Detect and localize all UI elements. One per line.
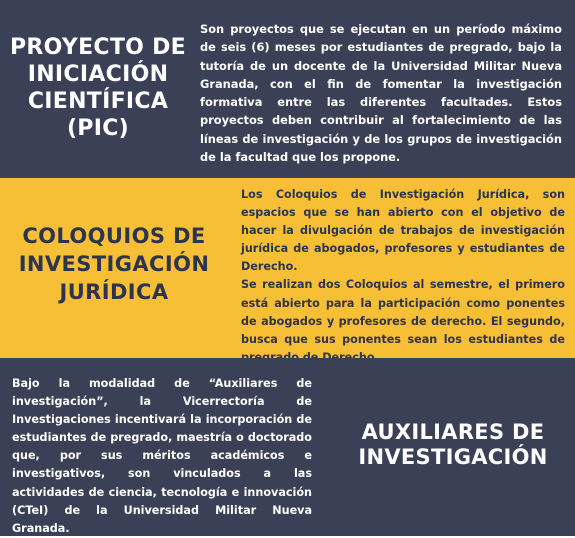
coloquios-title-line: INVESTIGACIÓN [18,252,210,276]
pic-title-line: CIENTÍFICA [27,89,169,114]
auxiliares-title-line: AUXILIARES DE [361,420,545,444]
pic-title [0,34,196,142]
pic-title-line: (PIC) [66,116,130,141]
section-coloquios [0,178,575,358]
auxiliares-title-line: INVESTIGACIÓN [358,445,548,469]
pic-title-line: PROYECTO DE [9,35,187,60]
coloquios-title [8,222,220,306]
coloquios-title-line: COLOQUIOS DE [22,224,206,248]
pic-description: Son proyectos que se ejecutan en un período máximo de seis (6) meses por estudiantes de pregrado, bajo la tutoría de un docente de la Universidad Militar Nueva Granada, con el fin de fomentar la investigación formativa entre las diferentes facultades. Estos proyectos deben contribuir al fortalecimiento de las líneas de investigación y de los grupos de investigación de la facultad que los propone. [200,22,562,165]
coloquios-title-line: JURÍDICA [59,280,169,304]
coloquios-paragraph-1: Los Coloquios de Investigación Jurídica, son espacios que se han abierto con el objetivo de hacer la divulgación de trabajos de investigación jurídica de abogados, profesores y estudiantes de Derecho. [241,188,565,274]
auxiliares-title [340,420,566,470]
pic-title-line: INICIACIÓN [27,62,169,87]
section-pic [0,0,575,178]
coloquios-paragraph-2: Se realizan dos Coloquios al semestre, el primero está abierto para la participación como ponentes de abogados y profesores de derecho. El segundo, busca que sus ponentes sean los estudiantes de [241,278,565,346]
coloquios-description [241,186,565,367]
auxiliares-description: Bajo la modalidad de “Auxiliares de investigación”, la Vicerrectoría de Investigaciones incentivará la incorporación de estudiantes de pregrado, maestría o doctorado que, por sus méritos académicos e investigativos, son vinculados a las actividades de ciencia, tecnología e innovación (CTeI) de la Universidad Militar Nueva Granada. [12,377,312,535]
section-auxiliares [0,358,575,536]
